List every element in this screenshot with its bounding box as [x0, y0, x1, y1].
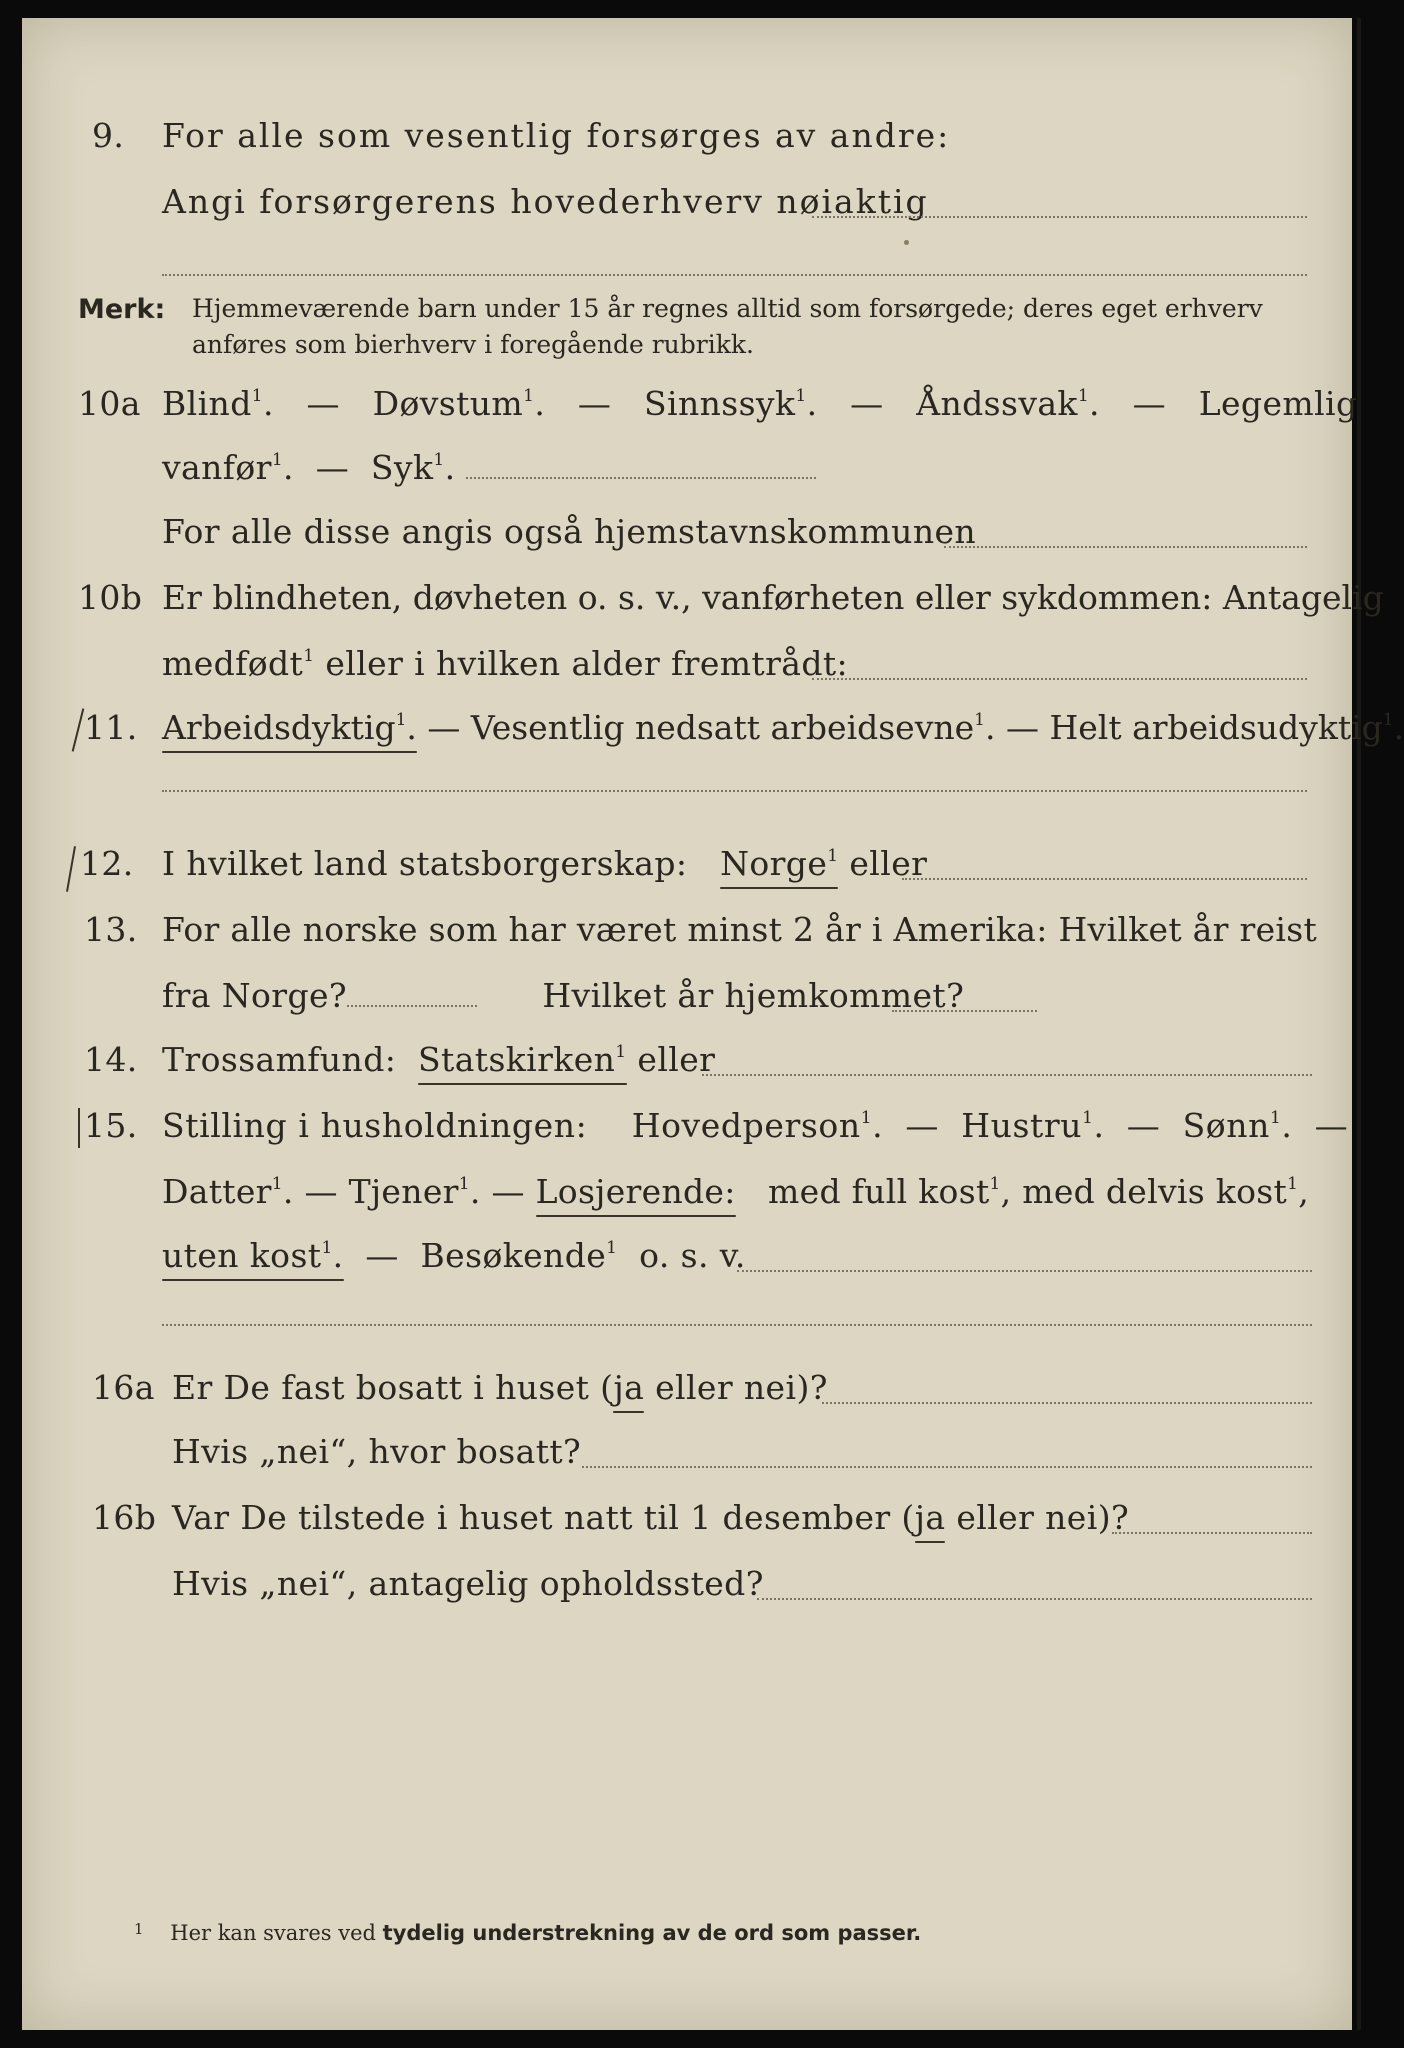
q12-answer-line[interactable] — [902, 878, 1307, 880]
q12-number: 12. — [80, 844, 134, 883]
q12-eller: eller — [849, 844, 928, 883]
option-besokende[interactable]: Besøkende — [420, 1236, 607, 1275]
option-medfodt[interactable]: medfødt — [162, 644, 304, 683]
footnote: $^1$ Her kan svares ved tydelig understrekning av de ord som passer. — [134, 1920, 922, 1945]
q16a-answer-line[interactable] — [822, 1402, 1312, 1404]
option-arbeidsdyktig-selected[interactable]: Arbeidsdyktig$^1$. — [162, 708, 417, 747]
option-full-kost[interactable]: med full kost — [768, 1172, 990, 1211]
q15-question: Stilling i husholdningen: — [162, 1106, 588, 1145]
q16a-ja-selected[interactable]: ja — [613, 1368, 645, 1407]
q13-question: For alle norske som har været minst 2 år i Amerika: Hvilket år reist — [162, 910, 1318, 949]
option-datter[interactable]: Datter — [162, 1172, 272, 1211]
q14-answer-line[interactable] — [702, 1074, 1312, 1076]
census-form-page: 9. For alle som vesentlig forsørges av andre: Angi forsørgerens hovederhverv nøiaktig Merk: Hjemmeværende barn under 15 år regnes alltid som forsørgede; deres eget erhverv anføres som bierhverv i foregående rubrikk. 10a Blind$^1$. — Døvstum$^1$. — Sinnssyk$^1$. — Åndssvak$^1$. — Legemlig vanfør$^1$. — Syk$^1$. For alle disse angis også hjemstavnskommunen 10b Er blindheten, døvheten o. s. v., vanførheten eller sykdommen: Antagelig medfødt$^1$ eller i hvilken alder fremtrådt: 11. Arbeidsdyktig$^1$. — Vesentlig nedsatt arbeidsevne$^1$. — Helt arbeidsudyktig$^1$. 12. I hvilket land statsborgerskap: Norge$^1$ eller 13. For alle norske som har været minst 2 år i Amerika: Hvilket år reist fra Norge? Hvilket år hjemkommet? 14. Trossamfund: Statskirken$^1$ eller 15. Stilling i husholdningen: Hovedperson$^1$. — Hustru$^1$. — Sønn$^1$. — Datter$^1$. — Tjener$^1$. — Losjerende: med full kost$^1$, med delvis kost$^1$, uten kost$^1$. — Besøkende$^1$ o. s. v. 16a Er De fast bosatt i huset (ja eller nei)? Hvis „nei“, hvor bosatt? 16b Var De tilstede i huset natt til 1 desember (ja eller nei)? Hvis „nei“, antagelig opholdssted? $^1$ Her kan svares ved tydelig understrekning av de ord som passer. — [22, 18, 1352, 2030]
q9-question-2: Angi forsørgerens hovederhverv nøiaktig — [162, 182, 929, 221]
q13-fra-norge: fra Norge? — [162, 976, 348, 1015]
q11-number: 11. — [84, 708, 138, 747]
q13-hjem-answer-line[interactable] — [892, 1010, 1037, 1012]
option-dovstum[interactable]: Døvstum — [372, 384, 524, 423]
q9-answer-line[interactable] — [812, 216, 1307, 218]
q16b-opholdssted-answer-line[interactable] — [757, 1598, 1312, 1600]
q13-number: 13. — [84, 910, 138, 949]
option-andssvak[interactable]: Åndssvak — [916, 384, 1078, 423]
q13-fra-answer-line[interactable] — [347, 1005, 477, 1007]
q14-eller: eller — [637, 1040, 716, 1079]
page-fold — [1357, 18, 1361, 2030]
q15-number: 15. — [84, 1106, 138, 1145]
q10b-number: 10b — [78, 578, 143, 617]
option-syk[interactable]: Syk — [370, 448, 434, 487]
pen-tick-11 — [72, 708, 85, 751]
q10a-options: Blind$^1$. — Døvstum$^1$. — Sinnssyk$^1$. — Åndssvak$^1$. — Legemlig — [162, 384, 1358, 423]
pen-tick-12 — [66, 846, 76, 892]
q9-number: 9. — [92, 116, 125, 155]
option-statskirken-selected[interactable]: Statskirken$^1$ — [418, 1040, 627, 1079]
q15-answer-line-2[interactable] — [162, 1324, 1312, 1326]
option-tjener[interactable]: Tjener — [348, 1172, 459, 1211]
q10a-hjemstavn: For alle disse angis også hjemstavnskommunen — [162, 512, 977, 551]
option-hustru[interactable]: Hustru — [961, 1106, 1083, 1145]
q10b-question: Er blindheten, døvheten o. s. v., vanførheten eller sykdommen: Antagelig — [162, 578, 1384, 617]
q11-answer-line[interactable] — [162, 790, 1307, 792]
alder-answer-line[interactable] — [812, 678, 1307, 680]
option-vanfor[interactable]: vanfør — [162, 448, 272, 487]
option-delvis-kost[interactable]: med delvis kost — [1022, 1172, 1288, 1211]
q10b-alder: eller i hvilken alder fremtrådt: — [325, 644, 849, 683]
option-sonn[interactable]: Sønn — [1182, 1106, 1270, 1145]
q9-answer-line-2[interactable] — [162, 274, 1307, 276]
q16a-hvor-answer-line[interactable] — [582, 1466, 1312, 1468]
option-norge-selected[interactable]: Norge$^1$ — [720, 844, 839, 883]
q9-question: For alle som vesentlig forsørges av andre: — [162, 116, 951, 155]
q14-number: 14. — [84, 1040, 138, 1079]
q16b-number: 16b — [92, 1498, 157, 1537]
q10a-number: 10a — [78, 384, 141, 423]
q12-question: I hvilket land statsborgerskap: — [162, 844, 688, 883]
option-udyktig[interactable]: Helt arbeidsudyktig — [1049, 708, 1383, 747]
merk-text-1: Hjemmeværende barn under 15 år regnes alltid som forsørgede; deres eget erhverv — [192, 294, 1263, 323]
q16b-answer-line[interactable] — [1112, 1532, 1312, 1534]
option-sinnssyk[interactable]: Sinnssyk — [643, 384, 796, 423]
merk-text-2: anføres som bierhverv i foregående rubrikk. — [192, 330, 754, 359]
option-losjerende-selected[interactable]: Losjerende: — [535, 1172, 736, 1211]
merk-label: Merk: — [78, 294, 166, 325]
q16b-opholdssted: Hvis „nei“, antagelig opholdssted? — [172, 1564, 764, 1603]
option-uten-kost-selected[interactable]: uten kost$^1$. — [162, 1236, 344, 1275]
option-hovedperson[interactable]: Hovedperson — [631, 1106, 861, 1145]
hjemstavn-answer-line[interactable] — [944, 546, 1307, 548]
paper-speck — [904, 240, 909, 245]
q16a-number: 16a — [92, 1368, 155, 1407]
q15-answer-line[interactable] — [737, 1270, 1312, 1272]
q13-hjemkommet: Hvilket år hjemkommet? — [542, 976, 965, 1015]
q14-question: Trossamfund: — [162, 1040, 397, 1079]
option-legemlig[interactable]: Legemlig — [1198, 384, 1358, 423]
option-nedsatt[interactable]: Vesentlig nedsatt arbeidsevne — [470, 708, 975, 747]
q15-osv: o. s. v. — [639, 1236, 746, 1275]
q16b-ja-selected[interactable]: ja — [914, 1498, 946, 1537]
pen-tick-15 — [78, 1108, 80, 1148]
q16a-hvor-bosatt: Hvis „nei“, hvor bosatt? — [172, 1432, 582, 1471]
option-blind[interactable]: Blind — [162, 384, 252, 423]
syk-answer-line[interactable] — [466, 477, 816, 479]
